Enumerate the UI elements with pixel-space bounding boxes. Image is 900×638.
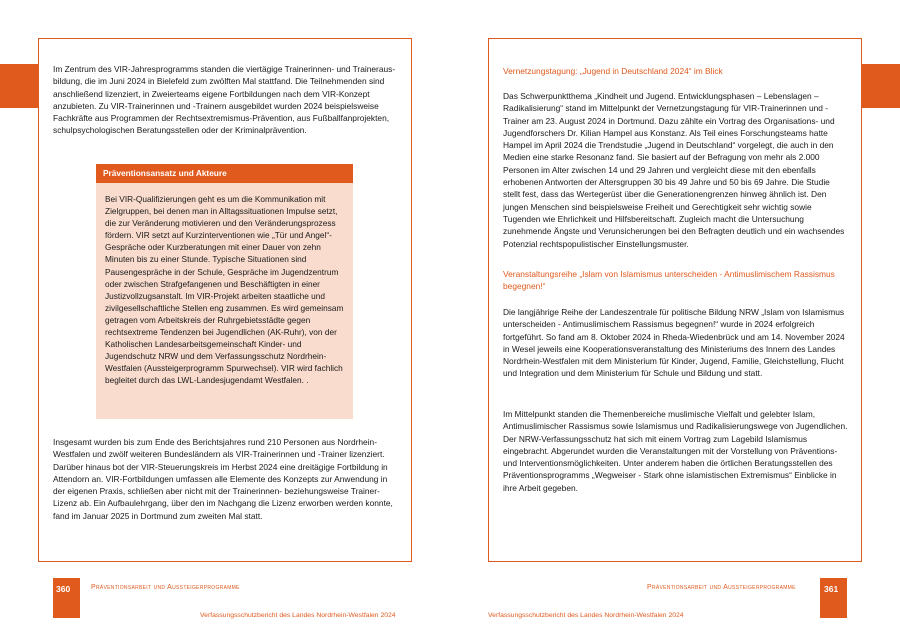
right-heading-1: Vernetzungstagung: „Jugend in Deutschland 2024“ im Blick bbox=[503, 66, 723, 76]
right-footer: Verfassungsschutzbericht des Landes Nordrhein-Westfalen 2024 bbox=[488, 612, 684, 619]
left-page-number: 360 bbox=[56, 584, 71, 594]
right-section-label: Präventionsarbeit und Aussteigerprogramme bbox=[647, 584, 796, 591]
left-footer: Verfassungsschutzbericht des Landes Nordrhein-Westfalen 2024 bbox=[200, 612, 396, 619]
right-paragraph-3: Im Mittelpunkt standen die Themenbereiche muslimische Vielfalt und gelebter Islam, Antimuslimischer Rassismus sowie Islamismus und Radikalisierungswege von Jugendlichen. Der NRW-Verfassungsschutz hat sich mit einem Vortrag zum Lagebild Islamismus eingebracht. Abgerundet wurden die Veranstaltungen mit der Vorstellung von Präventions- und Interventionsmöglichkeiten. Unter anderem haben die örtlichen Beratungsstellen des Präventionsprogramms „Wegweiser - Stark ohne islamistischen Extremismus“ Einblicke in ihre Arbeit gegeben. bbox=[503, 409, 848, 493]
left-intro-paragraph: Im Zentrum des VIR-Jahresprogramms standen die viertägige Trainerinnen- und Trainerausbildung, die im Juni 2024 in Bielefeld zum zwölften Mal stattfand. Die Teilnehmenden sind anschließend lizenziert, in Zweierteams eigene Fortbildungen nach dem VIR-Konzept anzubieten. Zu VIR-Trainerinnen und -Trainern ausgebildet wurden 2024 beispielsweise Fachkräfte aus Programmen der Rechtsextremismus-Prävention, aus Fußballfanprojekten, schulpsychologischen Beratungsstellen oder der Kriminalprävention. bbox=[53, 64, 396, 136]
left-edge-tab bbox=[0, 64, 38, 108]
left-section-label: Präventionsarbeit und Aussteigerprogramme bbox=[91, 584, 240, 591]
info-box-text: Bei VIR-Qualifizierungen geht es um die Kommunikation mit Zielgruppen, bei denen man in Alltagssituationen Impulse setzt, die zur Veränderung motivieren und den Veränderungsprozess fördern. VIR setzt auf Kurzinterventionen wie „Tür und Angel“-Gespräche oder Kurzberatungen mit einer Dauer von zehn Minuten bis zu einer Stunde. Typische Situationen sind Pausengespräche in der Schule, Gespräche im Jugendzentrum oder zwischen Strafgefangenen und Beschäftigten in einer Justizvollzugsanstalt. Im VIR-Projekt arbeiten staatliche und zivilgesellschaftliche Stellen eng zusammen. Es wird gemeinsam getragen vom Arbeitskreis der Ruhrgebietsstädte gegen rechtsextreme Tendenzen bei Jugendlichen (AK-Ruhr), von der Katholischen Landesarbeitsgemeinschaft Kinder- und Jugendschutz NRW und dem Verfassungsschutz Nordrhein-Westfalen (Aussteigerprogramm Spurwechsel). VIR wird fachlich begleitet durch das LWL-Landesjugendamt Westfalen. . bbox=[105, 194, 344, 386]
info-box bbox=[96, 164, 353, 419]
left-outro-paragraph: Insgesamt wurden bis zum Ende des Berichtsjahres rund 210 Personen aus Nordrhein-Westfalen und zwölf weiteren Bundesländern als VIR-Trainerinnen und -Trainer lizenziert. Darüber hinaus bot der VIR-Steuerungskreis im Herbst 2024 eine dreitägige Fortbildung in Attendorn an. VIR-Fortbildungen umfassen alle Elemente des Konzepts zur Anwendung in der eigenen Praxis, schließen aber nicht mit der Trainerinnen- beziehungsweise Trainer-Lizenz ab. Ein Aufbaulehrgang, über den im Nachgang die Lizenz erworben werden konnte, fand im Januar 2025 in Dortmund zum zweiten Mal statt. bbox=[53, 437, 393, 521]
right-heading-2: Veranstaltungsreihe „Islam von Islamismus unterscheiden - Antimuslimischem Rassismus begegnen!“ bbox=[503, 269, 835, 292]
right-page-number: 361 bbox=[824, 584, 839, 594]
right-paragraph-2: Die langjährige Reihe der Landeszentrale für politische Bildung NRW „Islam von Islamismus unterscheiden - Antimuslimischem Rassismus begegnen!“ wurde in 2024 erfolgreich fortgeführt. So fand am 8. Oktober 2024 in Rheda-Wiedenbrück und am 14. November 2024 in Wesel jeweils eine Kooperationsveranstaltung des Ministeriums des Innern des Landes Nordrhein-Westfalen mit dem Ministerium für Kinder, Jugend, Familie, Gleichstellung, Flucht und Integration und dem Ministerium für Schule und Bildung und statt. bbox=[503, 307, 845, 379]
right-edge-tab bbox=[862, 64, 900, 108]
right-paragraph-1: Das Schwerpunktthema „Kindheit und Jugend. Entwicklungsphasen – Lebenslagen – Radikalisierung“ stand im Mittelpunkt der Vernetzungstagung für VIR-Trainerinnen und -Trainer am 23. August 2024 in Dortmund. Dazu zählte ein Vortrag des Organisations- und Jugendforschers Dr. Kilian Hampel aus Konstanz. Als Teil eines Forschungsteams hatte Hampel im April 2024 die Trendstudie „Jugend in Deutschland“ vorgelegt, die auch in den Medien eine starke Resonanz fand. Sie basiert auf der Befragung von mehr als 2.000 Personen im Alter zwischen 14 und 29 Jahren und vergleicht diese mit den ebenfalls erhobenen Antworten der Altersgruppen 30 bis 49 Jahre und 50 bis 69 Jahre. Die Studie stellt fest, dass das Wertegerüst über die Generationengrenzen hinweg ähnlich ist. Den jungen Menschen sind beispielsweise Freiheit und Gerechtigkeit sehr wichtig sowie Tugenden wie Ehrlichkeit und Hilfsbereitschaft. Zugleich macht die Untersuchung zunehmende Ängste und Verunsicherungen bei den Befragten deutlich und ein wachsendes Potenzial rechtspopulistischer Einstellungsmuster. bbox=[503, 91, 845, 249]
info-box-title: Präventionsansatz und Akteure bbox=[96, 164, 353, 183]
